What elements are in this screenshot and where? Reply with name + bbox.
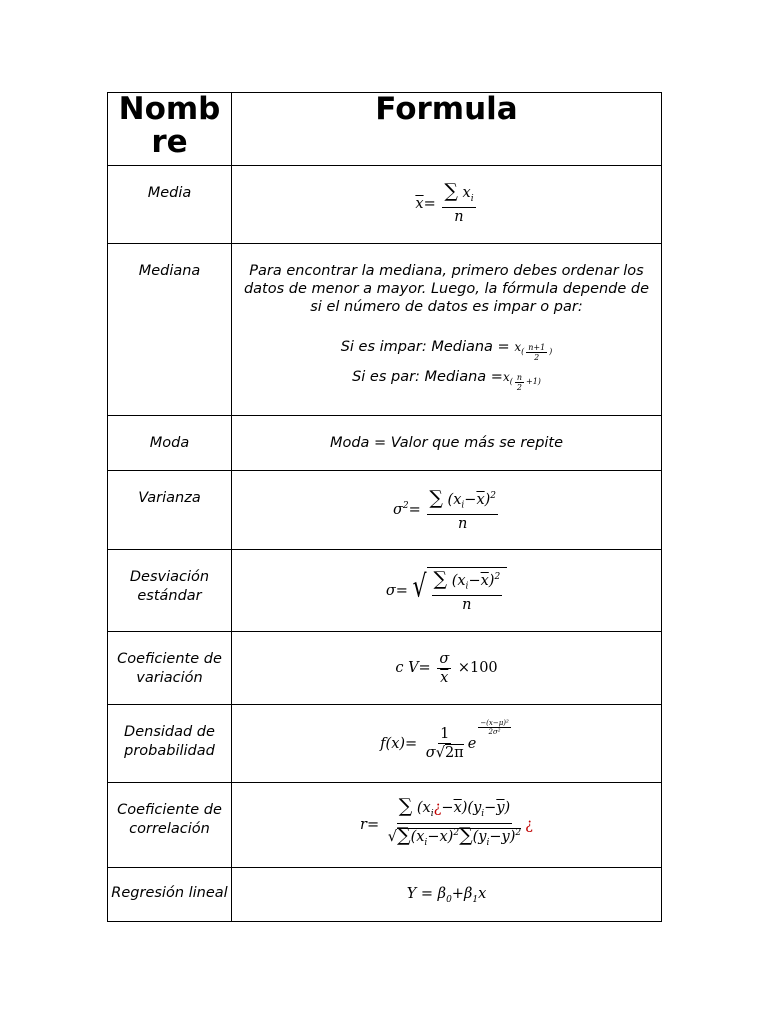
row-coef-variacion	[108, 632, 662, 705]
formula-regresion: $Y = \beta_0+\beta_1x$	[232, 868, 662, 922]
row-moda	[108, 416, 662, 471]
row-mediana	[108, 244, 662, 416]
row-regresion	[108, 868, 662, 922]
row-name: Densidad de probabilidad	[108, 705, 232, 783]
mediana-odd-label: Si es impar: Mediana =	[340, 339, 515, 355]
row-name: Moda	[108, 416, 232, 471]
formula-moda: Moda = Valor que más se repite	[232, 416, 662, 471]
row-coef-correlacion	[108, 783, 662, 868]
row-media	[108, 166, 662, 244]
formula-coef-variacion: c V= $\frac{\sigma}{x}$ ×100	[232, 632, 662, 705]
formula-table	[107, 92, 662, 922]
mediana-odd: Si es impar: Mediana = $x_{( \frac{n+1}{2} )}$	[340, 339, 553, 362]
row-name: Coeficiente de variación	[108, 632, 232, 705]
row-name: Varianza	[108, 471, 232, 550]
mediana-even-label: Si es par: Mediana =	[352, 368, 503, 385]
mediana-even: Si es par: Mediana $=x_{( \frac{n}{2} +1)}$	[352, 368, 541, 392]
row-name: Media	[108, 166, 232, 244]
formula-desviacion: σ= √ $\frac{\sum (x_i-\overline{x})^2}{n}$	[232, 550, 662, 632]
formula-varianza: $\sigma^2=$ $\frac{\sum (x_i-\overline{x})^2}{n}$	[232, 471, 662, 550]
row-name: Desviación estándar	[108, 550, 232, 632]
mediana-explanation: Para encontrar la mediana, primero debes ordenar los datos de menor a mayor. Luego, la fórmula depende de si el número de datos es impar o par:	[243, 263, 650, 315]
formula-densidad: f(x)= $\frac{1}{\sigma√2\pi}$ e $^{\frac{\text{−(x−μ)²}}{\text{2σ²}}}$	[232, 705, 662, 783]
formula-media: $\overline{x}=$ $\frac{\sum x_i}{n}$	[232, 166, 662, 244]
header-formula: Formula	[232, 93, 662, 166]
row-varianza	[108, 471, 662, 550]
row-name: Mediana	[108, 244, 232, 416]
row-name: Coeficiente de correlación	[108, 783, 232, 868]
formula-mediana	[232, 244, 662, 416]
row-desviacion	[108, 550, 662, 632]
header-name: Nomb re	[108, 93, 232, 166]
row-name: Regresión lineal	[108, 868, 232, 922]
row-densidad	[108, 705, 662, 783]
formula-correlacion: r= $\frac{\sum (x_i¿-\overline{x})(y_i-\overline{y})}{√\sum(x_i-\overline{x})^2\sum(y_i-\overline{y})^2}$ ¿	[232, 783, 662, 868]
header-row	[108, 93, 662, 166]
